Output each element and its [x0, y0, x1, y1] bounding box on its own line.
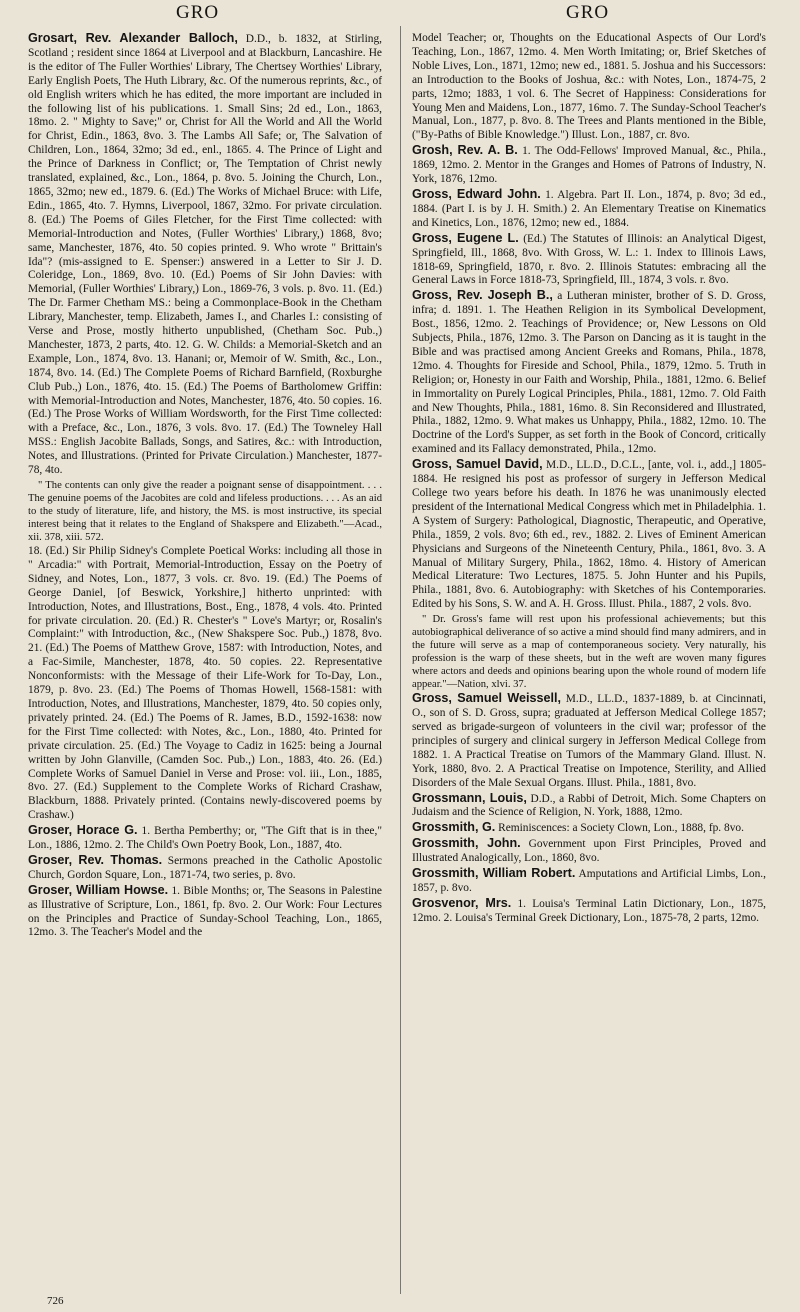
entry-text: M.D., LL.D., 1837-1889, b. at Cincinnati, O., son of S. D. Gross, supra; graduated at Jefferson Medical College 1857; served as brigade-surgeon of volunteers in the civil war; professor of the principles of surgery and clinical surgery in Jefferson Medical College from 1882. 1. A Practical Treatise on Tumors of the Mammary Gland. Illust. N. York, 1880, 8vo. 2. A Practical Treatise on Impotence, Sterility, and Allied Disorders of the Male Sexual Organs. Illust. Phila., 1881, 8vo.: [412, 693, 766, 789]
header-right: GRO: [566, 2, 610, 23]
entry-text: 1. The Odd-Fellows' Improved Manual, &c., Phila., 1869, 12mo. 2. Mentor in the Granges and Homes of Patrons of Industry, N. York, 1876, 12mo.: [412, 145, 766, 186]
biographical-entry: [412, 144, 766, 187]
entry-text: M.D., LL.D., D.C.L., [ante, vol. i., add.,] 1805-1884. He resigned his post as professor of surgery in Jefferson Medical College two years before his death. In 1876 he was unanimously elected president of the International Medical Congress which met in Philadelphia. 1. A System of Surgery: Pathological, Diagnostic, Therapeutic, and Operative, Phila., 1859, 2 vols. 8vo; 6th ed., rev., 1882. 2. Lives of Eminent American Physicians and Surgeons of the Nineteenth Century, Phila., 1861, 8vo. 3. A Manual of Military Surgery, Phila., 1862, 18mo. 4. History of American Medical Literature: Two Lectures, 1875. 5. John Hunter and his Pupils, Phila., 1881, 8vo. 6. Autobiography: with Sketches of his Contemporaries. Edited by his Sons, S. W. and A. H. Gross. Illust. Phila., 1887, 2 vols. 8vo.: [412, 459, 766, 611]
entry-heading: Gross, Edward John.: [412, 186, 541, 201]
page-number: 726: [47, 1295, 64, 1307]
biographical-entry: [412, 792, 766, 821]
entry-heading: Gross, Samuel Weissell,: [412, 691, 562, 706]
entry-heading: Gross, Samuel David,: [412, 457, 543, 472]
header-left: GRO: [176, 2, 220, 23]
biographical-entry: [28, 32, 382, 478]
left-column: [28, 32, 382, 941]
biographical-entry: [412, 289, 766, 457]
entry-text: 1. Bible Months; or, The Seasons in Palestine as Illustrative of Scripture, Lon., 1861, fp. 8vo. 2. Our Work: Four Lectures on the Principles and Practice of Sunday-School Teaching, Lon., 1865, 12mo. 3. The Teacher's Model and the: [28, 884, 382, 939]
entry-heading: Gross, Eugene L.: [412, 230, 519, 245]
right-column: [412, 32, 766, 927]
entry-text: Model Teacher; or, Thoughts on the Educational Aspects of Our Lord's Teaching, Lon., 1867, 12mo. 4. Men Worth Imitating; or, Brief Sketches of Noble Lives, Lon., 1871, 12mo; new ed., 1881. 5. Joshua and his Successors: an Introduction to the Books of Joshua, &c.: with Notes, Lon., 1874-75, 2 parts, 12mo; 1883, 1 vol. 6. The Secret of Happiness: Considerations for Young Men and Maidens, Lon., 1877, 16mo. 7. The Sunday-School Teacher's Manual, Lon., 1877, p. 8vo. 8. The Trees and Plants mentioned in the Bible, ("By-Paths of Bible Knowledge.") Illust. Lon., 1887, cr. 8vo.: [412, 32, 767, 142]
biographical-entry: [412, 897, 766, 926]
entry-heading: Groser, William Howse.: [28, 882, 169, 897]
entry-text: (Ed.) The Statutes of Illinois: an Analytical Digest, Springfield, Ill., 1868, 8vo. With Gross, W. L.: 1. Index to Illinois Laws, 1818-69, Springfield, 1870, r. 8vo. 2. Illinois Statutes: embracing all the General Laws in Force 1818-73, Springfield, Ill., 1874, 3 vols. r. 8vo.: [412, 232, 766, 287]
biographical-entry: [28, 854, 382, 883]
entry-heading: Grosh, Rev. A. B.: [412, 143, 518, 158]
biographical-entry: [412, 867, 766, 896]
entry-heading: Grosvenor, Mrs.: [412, 895, 512, 910]
entry-heading: Grossmith, G.: [412, 820, 496, 835]
entry-text: 1. Louisa's Terminal Latin Dictionary, Lon., 1875, 12mo. 2. Louisa's Terminal Greek Dictionary, Lon., 1875-78, 2 parts, 12mo.: [412, 897, 766, 924]
entry-text: Amputations and Artificial Limbs, Lon., 1857, p. 8vo.: [412, 868, 766, 894]
entry-text: Sermons preached in the Catholic Apostolic Church, Gordon Square, Lon., 1871-74, two series, p. 8vo.: [28, 854, 382, 881]
biographical-entry: [412, 188, 766, 231]
quotation: " The contents can only give the reader a poignant sense of disappointment. . . . The genuine poems of the Jacobites are cold and lifeless productions. . . . As an aid to the study of literature, life, and history, the MS. is most instructive, its special interest being that it relates to the England of Shakspere and Elizabeth."—Acad., xii. 378, xiii. 572.: [28, 480, 382, 543]
biographical-entry: [412, 232, 766, 289]
entry-text: a Lutheran minister, brother of S. D. Gross, infra; d. 1891. 1. The Heathen Religion in its Symbolical Development, Bost., 1856, 12mo. 2. Teachings of Providence; or, New Lessons on Old Subjects, Phila., 1876, 12mo. 3. The Parson on Dancing as it is taught in the Bible and was practised among Ancient Greeks and Romans, Phila., 1878, 12mo. 4. Thoughts for Fireside and School, Phila., 1879, 12mo. 5. Truth in Religion; or, Honesty in our Faith and Worship, Phila., 1881, 12mo. 6. Belief in Immortality on Purely Logical Principles, Phila., 1881, 12mo. 7. Old Faith and New Thoughts, Phila., 1881, 16mo. 8. Sin Reconsidered and Illustrated, Phila., 1882, 12mo. 9. What makes us Unhappy, Phila., 1882, 12mo. 10. The Doctrine of the Lord's Supper, as set forth in the Book of Concord, critically examined and its Fallacy demonstrated, Phila., 12mo.: [412, 290, 766, 456]
entry-heading: Gross, Rev. Joseph B.,: [412, 288, 553, 303]
entry-text: Government upon First Principles, Proved and Illustrated Analogically, Lon., 1860, 8vo.: [412, 838, 766, 865]
entry-continuation: [28, 545, 382, 823]
column-divider: [400, 26, 401, 1294]
entry-text: 1. Bertha Pemberthy; or, "The Gift that is in thee," Lon., 1886, 12mo. 2. The Child's Own Poetry Book, Lon., 1887, 4to.: [28, 825, 382, 852]
running-header: [0, 2, 800, 24]
entry-text: D.D., b. 1832, at Stirling, Scotland ; resident since 1864 at Liverpool and at Blackburn, Lancashire. He is the editor of The Fuller Worthies' Library, The Chertsey Worthies' Library, Early English Poets, The Huth Library, &c. Of the numerous reprints, &c., of old English writers which he has edited, the more important are included in the following list of his publications. 1. Small Sins; 2d ed., Lon., 1863, 18mo. 2. " Mighty to Save;" or, Christ for All the World and All the World for Christ, Edin., 1863, 8vo. 3. The Lambs All Safe; or, The Salvation of Children, Lon., 1864, 32mo; 3d ed., enl., 1865. 4. The Prince of Light and the Prince of Darkness in Conflict; or, The Temptation of Christ newly translated, explained, &c., Lon., 1864, p. 8vo. 5. Joining the Church, Lon., 1865, 32mo; new ed., 1879. 6. (Ed.) The Works of Michael Bruce: with Life, Edin., 1865, 4to. 7. Hymns, Liverpool, 1867, 32mo. For private circulation. 8. (Ed.) The Poems of Giles Fletcher, for the First Time collected: with Memorial-Introduction and Notes, (Fuller Worthies' Library,) 1868, 8vo; same, Manchester, 1876, 4to. 50 copies printed. 9. Who wrote " Brittain's Ida"? (mis-assigned to E. Spenser:) answered in a Letter to Sir J. D. Coleridge, Lon., 1869, 8vo. 10. (Ed.) Poems of Sir John Davies: with Memorial, (Fuller Worthies' Library,) Lon., 1869-76, 3 vols. p. 8vo. 11. (Ed.) The Dr. Farmer Chetham MS.: being a Commonplace-Book in the Chetham Library, Manchester, temp. Elizabeth, James I., and Charles I.: consisting of Verse and Prose, mostly hitherto unpublished, (Chetham Soc. Pub.,) Manchester, 1873, 2 parts, 4to. 12. G. W. Childs: a Memorial-Sketch and an Example, Lon., 1874, 8vo. 13. Hanani; or, Memoir of W. Smith, &c., Lon., 1874, 8vo. 14. (Ed.) The Complete Poems of Richard Barnfield, (Roxburghe Club Pub.,) Lon., 1876, 4to. 15. (Ed.) The Poems of Bartholomew Griffin: with Memorial-Introduction and Notes, Manchester, 1876, 4to. 50 copies. 16. (Ed.) The Prose Works of William Wordsworth, for the First Time collected: with a Preface, &c., Lon., 1876, 3 vols. 8vo. 17. (Ed.) The Towneley Hall MSS.: English Jacobite Ballads, Songs, and Satires, &c.: with Introduction, Notes, and Illustrations. (Printed for Private Circulation.) Manchester, 1877-78, 4to.: [28, 33, 382, 477]
entry-text: D.D., a Rabbi of Detroit, Mich. Some Chapters on Judaism and the Science of Religion, N. York, 1888, 12mo.: [412, 792, 766, 819]
biographical-entry: [28, 884, 382, 941]
biographical-entry: [412, 821, 766, 836]
biographical-entry: [412, 458, 766, 612]
entry-text: Reminiscences: a Society Clown, Lon., 1888, fp. 8vo.: [495, 822, 744, 835]
entry-heading: Grossmith, John.: [412, 836, 521, 851]
entry-heading: Grosart, Rev. Alexander Balloch,: [28, 31, 238, 45]
biographical-entry: [28, 824, 382, 853]
entry-heading: Grossmann, Louis,: [412, 790, 527, 805]
entry-heading: Groser, Rev. Thomas.: [28, 852, 163, 867]
entry-text: 1. Algebra. Part II. Lon., 1874, p. 8vo; 3d ed., 1884. (Part I. is by J. H. Smith.) 2. An Elementary Treatise on Kinematics and Kinetics, Lon., 1876, 12mo; new ed., 1884.: [412, 188, 767, 229]
biographical-entry: [412, 837, 766, 866]
quotation: " Dr. Gross's fame will rest upon his professional achievements; but this autobiographical deliverance of so active a mind should find many admirers, and in the future will serve as a map of contemporaneous society. Very naturally, his profession is the warp of these sheets, but in the weft are woven many figures where actors and deeds and opinions bearing upon the whole round of modern life appear."—Nation, xlvi. 37.: [412, 614, 766, 691]
entry-heading: Groser, Horace G.: [28, 823, 138, 838]
entry-heading: Grossmith, William Robert.: [412, 866, 576, 881]
entry-continuation: [412, 32, 766, 143]
entry-text: 18. (Ed.) Sir Philip Sidney's Complete Poetical Works: including all those in " Arcadia:" with Portrait, Memorial-Introduction, Essay on the Poetry of Sidney, and Notes, Lon., 1877, 3 vols. cr. 8vo. 19. (Ed.) The Poems of George Daniel, [of Beswick, Yorkshire,] hitherto unprinted: with Introduction, Notes, and Illustrations, Bost., Eng., 1878, 4 vols. 4to. Printed for private circulation. 20. (Ed.) R. Chester's " Love's Martyr; or, Rosalin's Complaint:" with Introduction, &c., (New Shakspere Soc. Pub.,) 1878, 8vo. 21. (Ed.) The Poems of Matthew Grove, 1587: with Introduction, Notes, and a Fac-Simile, Manchester, 1878, 4to. 50 copies. 22. Representative Nonconformists: with the Message of their Life-Work for To-Day, Lon., 1879, p. 8vo. 23. (Ed.) The Poems of Thomas Howell, 1568-1581: with Introduction, Notes, and Illustrations, Manchester, 1879, 4to. 50 copies only, privately printed. 24. (Ed.) The Poems of R. James, B.D., 1592-1638: now for the First Time collected: with Notes, &c., Lon., 1880, 4to. Printed for private circulation. 25. (Ed.) The Voyage to Cadiz in 1625: being a Journal written by John Glanville, (Camden Soc. Pub.,) Lon., 1883, 4to. 26. (Ed.) Complete Works of Samuel Daniel in Verse and Prose: vol. iii., Lon., 1885, 8vo. 27. (Ed.) Supplement to the Complete Works of Richard Crashaw, Blackburn, 1888. Privately printed. (Contains newly-discovered poems by Crashaw.): [28, 545, 382, 822]
biographical-entry: [412, 692, 766, 790]
